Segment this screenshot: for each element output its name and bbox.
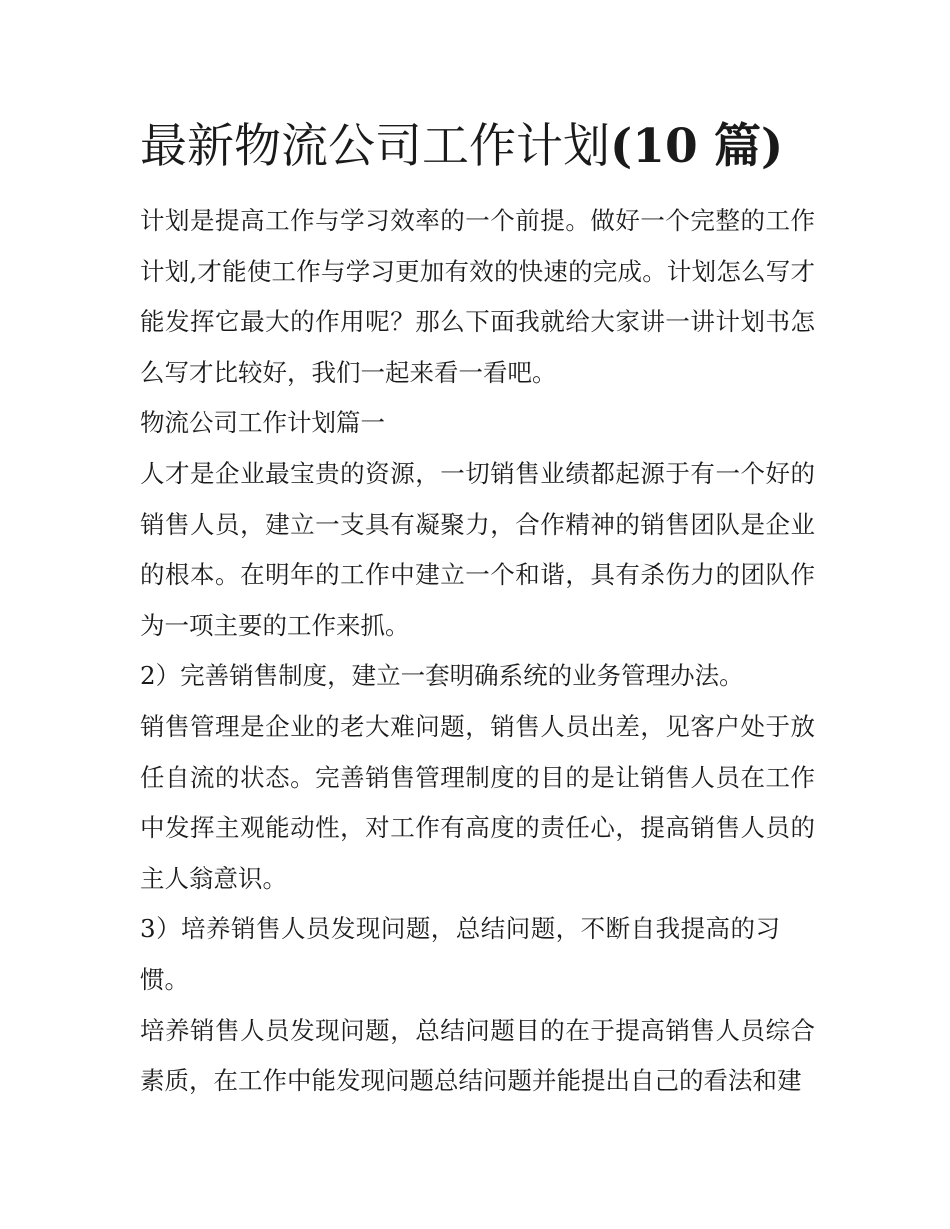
list-item-2: 2）完善销售制度，建立一套明确系统的业务管理办法。 [140,661,744,691]
body-paragraph-3: 培养销售人员发现问题，总结问题目的在于提高销售人员综合素质，在工作中能发现问题总结问题并能提出自己的看法和建 [140,1015,815,1096]
body-paragraph-2: 销售管理是企业的老大难问题，销售人员出差，见客户处于放任自流的状态。完善销售管理制度的目的是让销售人员在工作中发挥主观能动性，对工作有高度的责任心，提高销售人员的主人翁意识。 [140,711,815,893]
title-suffix-text: (10 篇) [610,119,784,174]
list-item-3: 3）培养销售人员发现问题，总结问题，不断自我提高的习惯。 [140,914,780,994]
section-heading: 物流公司工作计划篇一 [140,408,385,438]
title-main-text: 最新物流公司工作计划 [140,119,610,174]
document-page [140,112,815,1107]
intro-paragraph: 计划是提高工作与学习效率的一个前提。做好一个完整的工作计划,才能使工作与学习更加有效的快速的完成。计划怎么写才能发挥它最大的作用呢？那么下面我就给大家讲一讲计划书怎么写才比较好，我们一起来看一看吧。 [140,206,815,387]
body-paragraph-1: 人才是企业最宝贵的资源，一切销售业绩都起源于有一个好的销售人员，建立一支具有凝聚力，合作精神的销售团队是企业的根本。在明年的工作中建立一个和谐，具有杀伤力的团队作为一项主要的工作来抓。 [140,458,815,640]
document-title [140,112,815,182]
